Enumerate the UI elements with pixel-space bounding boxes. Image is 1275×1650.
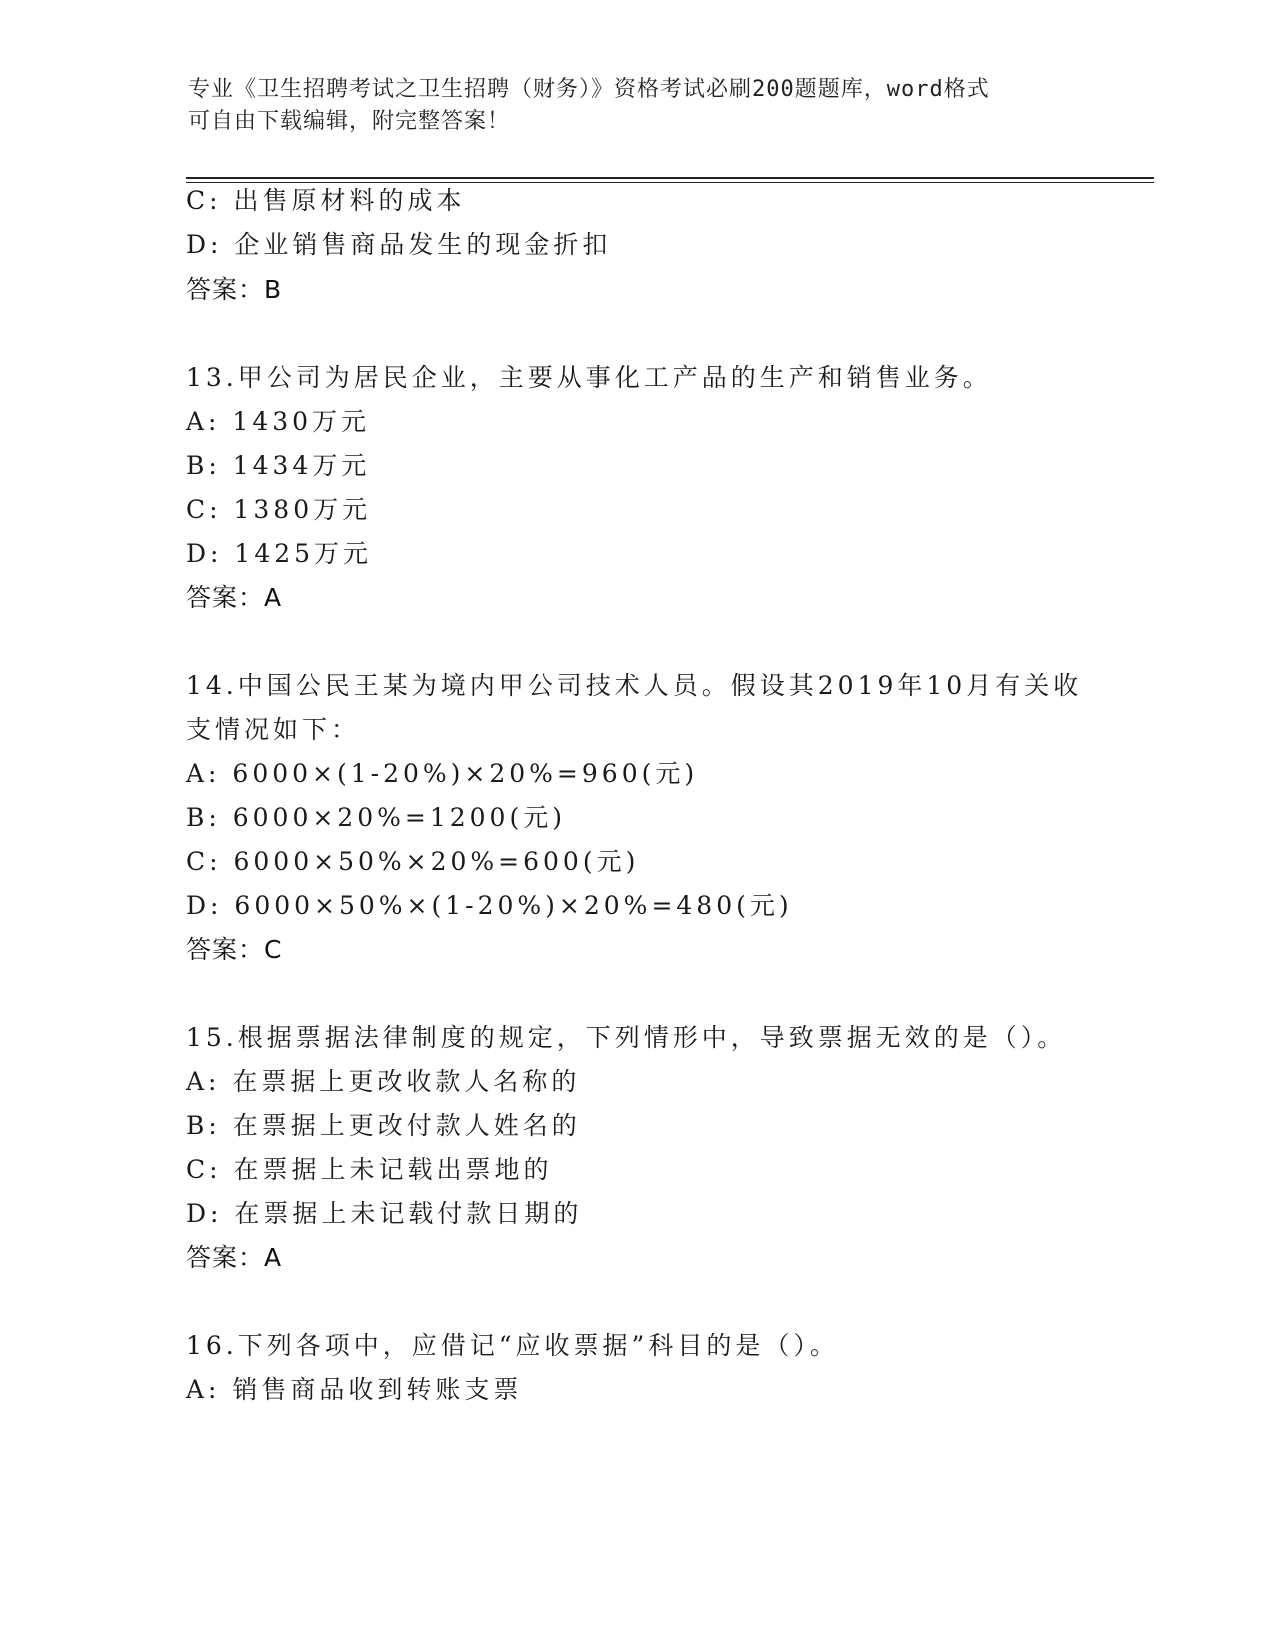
option-line: B: 在票据上更改付款人姓名的 — [186, 1111, 581, 1140]
option-line: A: 在票据上更改收款人名称的 — [186, 1067, 581, 1096]
option-line: A: 销售商品收到转账支票 — [186, 1375, 523, 1404]
answer-line: 答案：A — [186, 1243, 283, 1272]
option-line: A: 6000×(1-20%)×20%=960(元) — [186, 759, 699, 788]
header-line-2: 可自由下载编辑，附完整答案！ — [188, 109, 511, 134]
question-stem: 支情况如下： — [186, 715, 361, 744]
option-line: D: 6000×50%×(1-20%)×20%=480(元) — [186, 891, 793, 920]
option-line: B: 6000×20%=1200(元) — [186, 803, 566, 832]
document-header — [188, 74, 1068, 138]
question-stem: 15.根据票据法律制度的规定，下列情形中，导致票据无效的是（）。 — [186, 1023, 1067, 1052]
option-line: B: 1434万元 — [186, 451, 371, 480]
question-stem: 13.甲公司为居民企业，主要从事化工产品的生产和销售业务。 — [186, 363, 992, 392]
option-line: C: 出售原材料的成本 — [186, 186, 466, 215]
header-line-1: 专业《卫生招聘考试之卫生招聘（财务）》资格考试必刷200题题库，word格式 — [188, 77, 990, 102]
header-divider-thin — [186, 182, 1154, 183]
option-line: C: 1380万元 — [186, 495, 372, 524]
option-line: C: 6000×50%×20%=600(元) — [186, 847, 640, 876]
question-stem: 14.中国公民王某为境内甲公司技术人员。假设其2019年10月有关收 — [186, 671, 1083, 700]
answer-line: 答案：B — [186, 275, 283, 304]
option-line: D: 企业销售商品发生的现金折扣 — [186, 230, 612, 259]
answer-line: 答案：A — [186, 583, 283, 612]
answer-line: 答案：C — [186, 935, 283, 964]
option-line: D: 1425万元 — [186, 539, 373, 568]
option-line: D: 在票据上未记载付款日期的 — [186, 1199, 583, 1228]
option-line: A: 1430万元 — [186, 407, 371, 436]
option-line: C: 在票据上未记载出票地的 — [186, 1155, 553, 1184]
header-divider-thick — [186, 177, 1154, 179]
question-stem: 16.下列各项中，应借记“应收票据”科目的是（）。 — [186, 1331, 839, 1360]
